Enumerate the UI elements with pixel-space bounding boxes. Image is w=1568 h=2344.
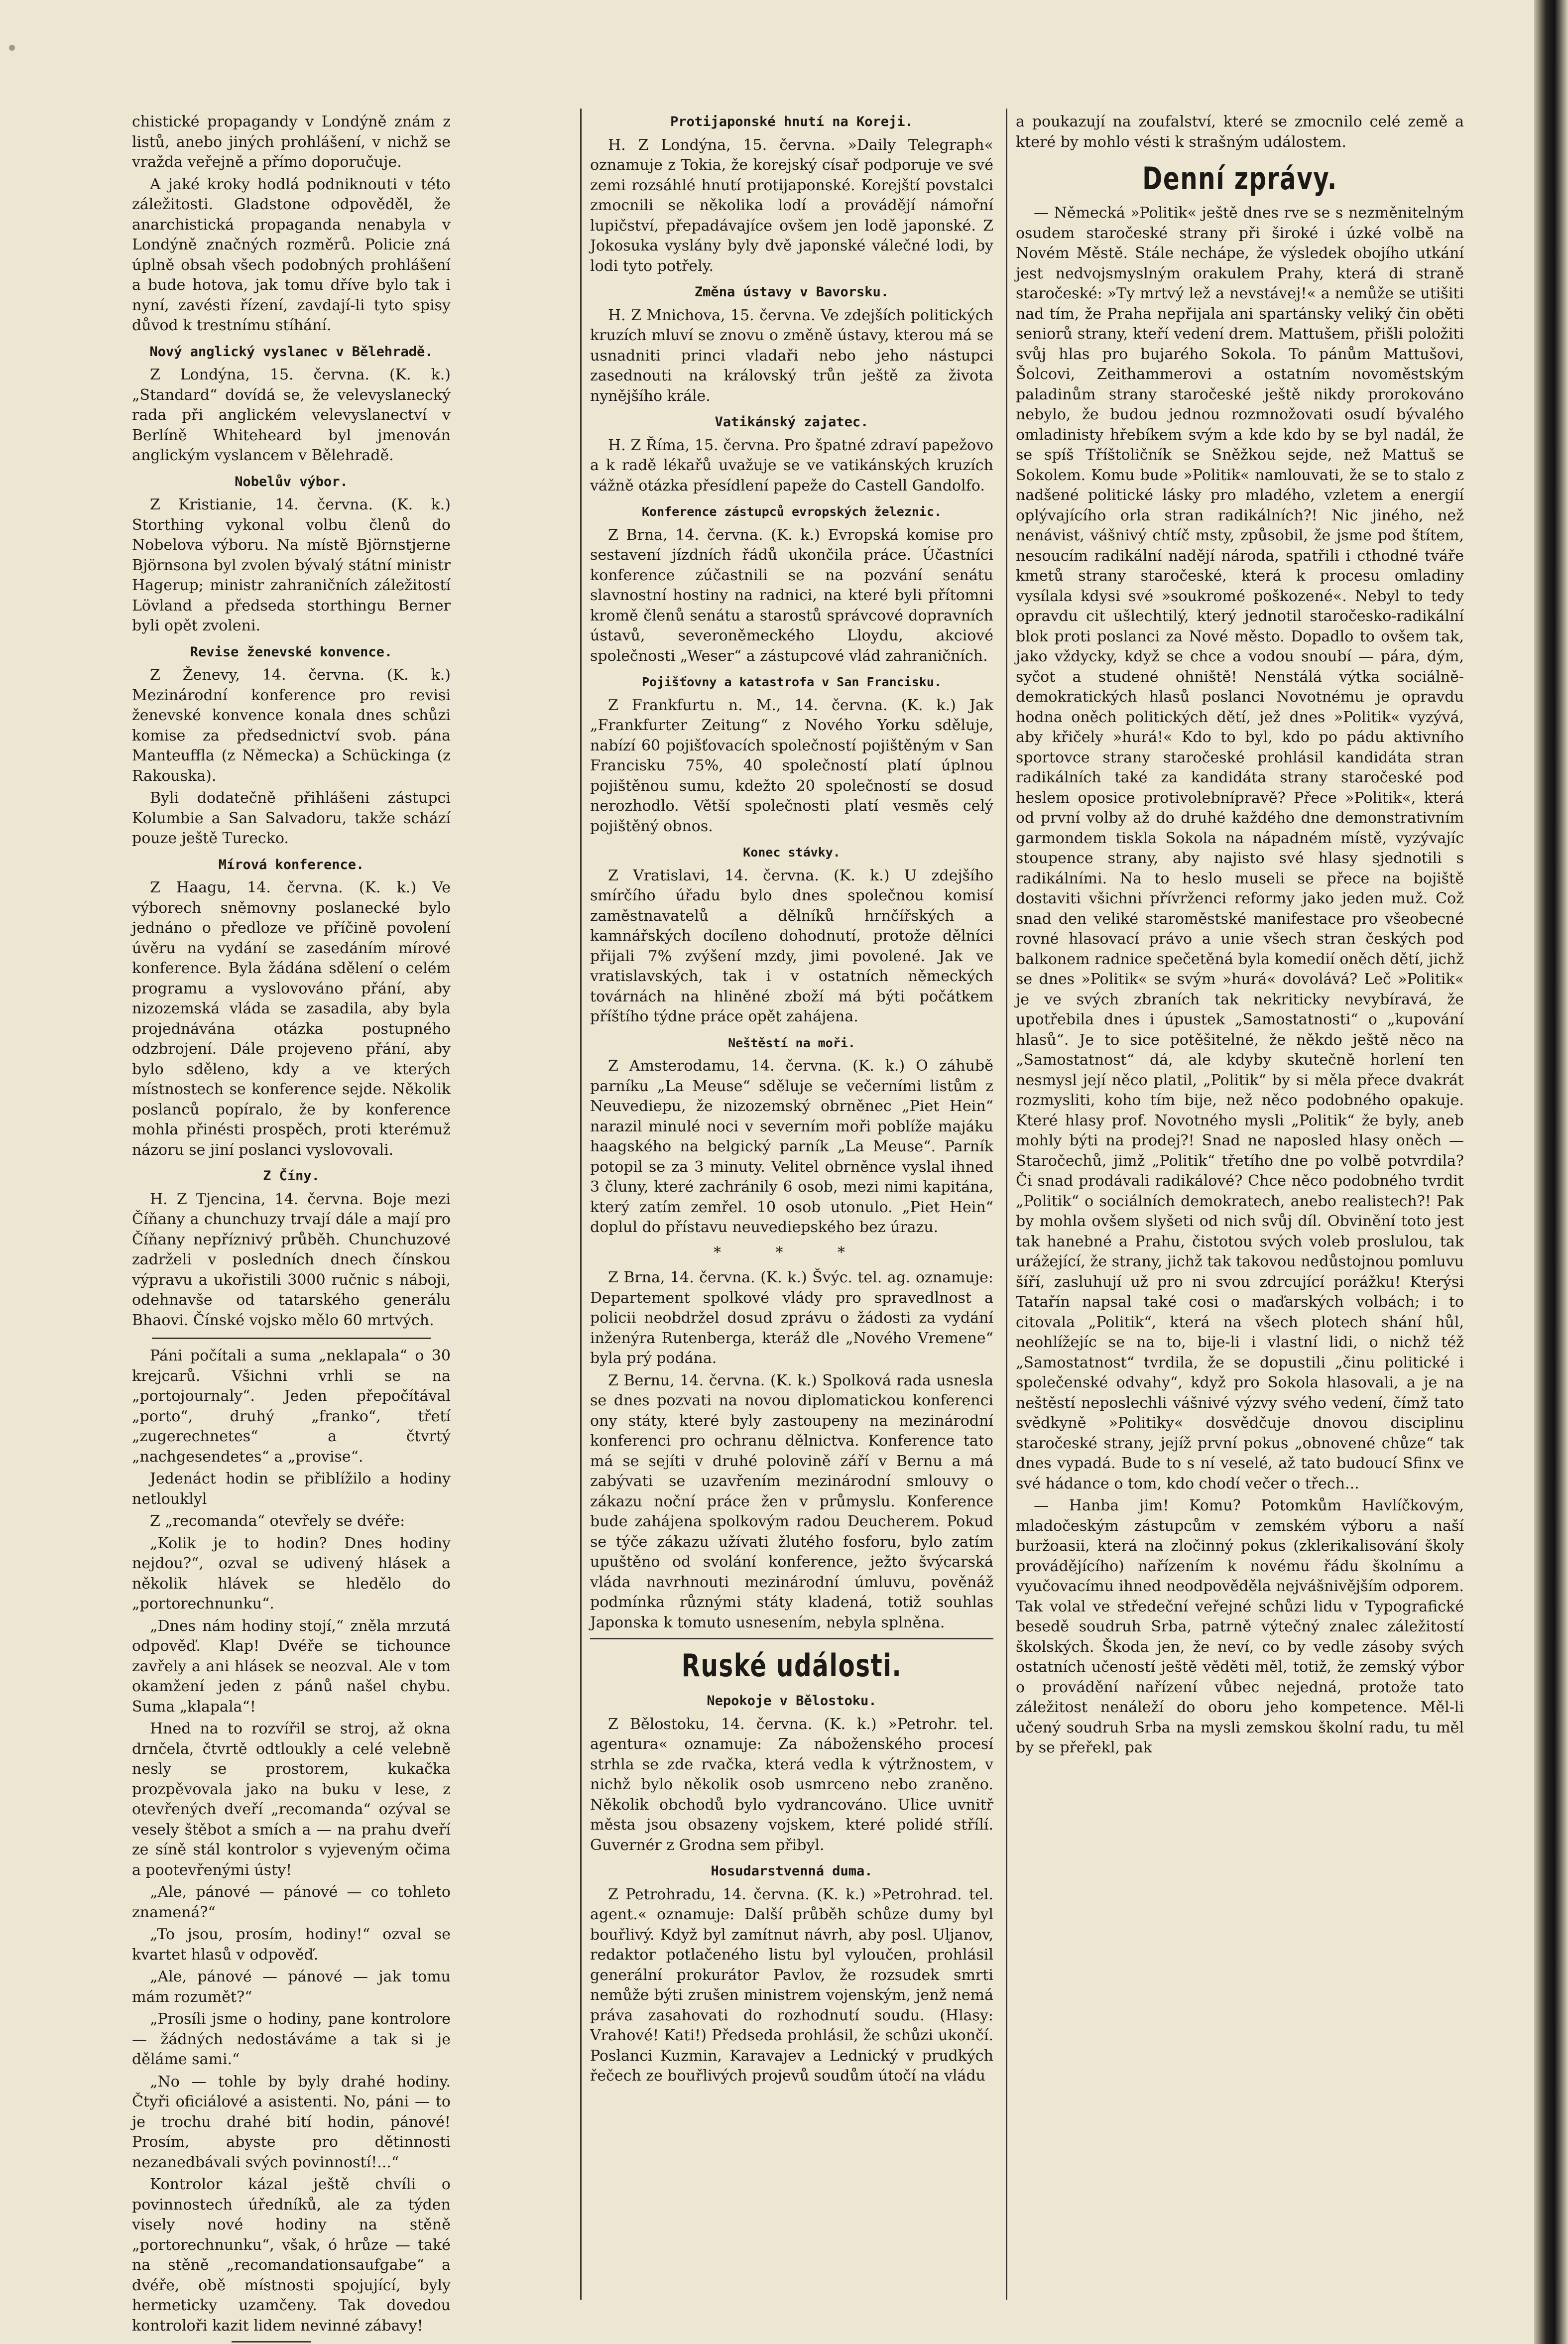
article-paragraph: Z Amsterodamu, 14. června. (K. k.) O záhubě parníku „La Meuse“ sděluje se večerními listům z Neuvediepu, že nizozemský obrněnec „Piet Hein“ narazil minulé noci v severním moři poblíže majáku haagského na belgický parník „La Meuse“. Parník potopil se za 3 minuty. Velitel obrněnce vyslal ihned 3 čluny, které zachránily 6 osob, mezi nimi kapitána, který zatím zemřel. 10 osob utonulo. „Piet Hein“ doplul do přístavu neuvediepského bez úrazu.: [590, 1057, 993, 1236]
article-paragraph: Z Bernu, 14. června. (K. k.) Spolková rada usnesla se dnes pozvati na novou diplomatickou konferenci ony státy, které byly zastoupeny na mezinárodní konferenci pro ochranu dělnictva. Konference tato má se sejíti v druhé polovině září v Bernu a má zabývati se uzavřením mezinárodní smlouvy o zákazu noční práce žen v průmyslu. Konference bude zahájena spolkovým radou Deucherem. Pokud se týče zákazu užívati žlutého fosforu, bylo zatím upuštěno od svolání konference, ježto švýcarská vláda navrhnouti mezinárodní úmluvu, pověnáž podmínka různými státy kladená, totiž souhlas Japonska k tomuto usnesením, nebyla splněna.: [590, 1371, 993, 1631]
asterism: * * *: [713, 1243, 870, 1261]
scan-speck: [9, 45, 15, 51]
feuilleton-paragraph: „Kolik je to hodin? Dnes hodiny nejdou?“, ozval se udivený hlásek a několik hlávek se hledělo do „portorechnunku“.: [132, 1534, 451, 1612]
feuilleton-paragraph: „No — tohle by byly drahé hodiny. Čtyři oficiálové a asistenti. No, páni — to je trochu drahé bití hodin, pánové! Prosím, abyste pro dětinnosti nezanedbávali svých povinností!...“: [132, 2073, 451, 2171]
article-continuation: a poukazují na zoufalství, které se zmocnilo celé země a které by mohlo vésti k strašným událostem.: [1016, 113, 1464, 151]
column-rule: [580, 109, 582, 2300]
section-heading: Protijaponské hnutí na Koreji.: [670, 114, 913, 129]
article-paragraph: H. Z Londýna, 15. června. »Daily Telegraph« oznamuje z Tokia, že korejský císař podporuje ve své zemi rozsáhlé hnutí protijaponské. Korejští povstalci zmocnili se několika lodí a provádějí námořní lupičství, přepadávajíce ovšem jen lodě japonské. Z Jokosuka vyslány byly dvě japonské válečné lodi, by lodi tyto potřely.: [590, 136, 993, 275]
article-paragraph: Z Vratislavi, 14. června. (K. k.) U zdejšího smírčího úřadu bylo dnes společnou komisí zaměstnavatelů a dělníků hrnčířských a kamnářských docíleno dohodnutí, protože dělníci přijali 7% zvýšení mzdy, jimi povolené. Jak ve vratislavských, tak i v ostatních německých továrnách na hliněné zboží má býti počátkem příštího týdne práce opět zahájena.: [590, 866, 993, 1025]
article-paragraph: Z Petrohradu, 14. června. (K. k.) »Petrohrad. tel. agent.« oznamuje: Další průběh schůze dumy byl bouřlivý. Když byl zamítnut návrh, aby posl. Uljanov, redaktor potlačeného listu byl vyloučen, prohlásil generální prokurátor Pavlov, že rozsudek smrti nemůže býti zrušen ministrem vojenským, jenž nemá práva zasahovati do rozhodnutí soudu. (Hlasy: Vrahové! Kati!) Předseda prohlásil, že schůzi ukončí. Poslanci Kuzmin, Karavajev a Lednický v prudkých řečech ze bouřlivých projevů soudům útočí na vládu: [590, 1885, 993, 2085]
feuilleton-paragraph: „Prosíli jsme o hodiny, pane kontrolore — žádných nedostáváme a tak si je děláme sami.“: [132, 2010, 451, 2068]
news-paragraph: — Německá »Politik« ještě dnes rve se s nezměnitelným osudem staročeské strany při široké i úzké volbě na Novém Městě. Stále nechápe, že výsledek obojího utkání jest nedvojsmyslným orakulem Prahy, která di straně staročeské: »Ty mrtvý lež a nevstávej!« a nemůže se utišiti nad tím, že Praha nepřijala ani spartánsky veliký čin oběti seniorů strany, kteří vedení drem. Mattušem, přišli položiti svůj hlas pro bujarého Sokola. To pánům Mattušovi, Šolcovi, Zeithammerovi a ostatním novoměstským paladinům strany staročeské ještě nikdy prorokováno nebylo, že budou jednou rozmnožovati osudí bývalého omladinisty hřebíkem svým a kde kdo by se byl nadál, že se spíš Tříštoličník se Sněžkou sejde, než Mattuš se Sokolem. Komu bude »Politik« namlouvati, že se to stalo z nadšené politické lásky pro mladého, vzletem a energií oplývajícího orla stran radikálních?! Nic jiného, než nenávist, vášnivý chtíč msty, způsobil, že jsme pod štítem, nesoucím radikální nadějí národa, spatřili i cthodné tváře kmetů strany staročeské, která k procesu omladiny vysílala kdysi své »soukromé poškozené«. Nebyl to tedy opravdu cit ušlechtilý, který jednotil staročesko-radikální blok proti poslanci za Nové město. Dopadlo to ovšem tak, jako vždycky, když se chce a vodou snoubí — pára, dým, syčot a studené ohniště! Nenstálá výtka sociálně-demokratických hlasů poslanci Novotnému je opravdu hodna oněch politických dětí, jež dnes »Politik« vyzývá, aby křičely »hurá!« Kdo to byl, kdo po pádu aktivního sportovce strany staročeské prohlásil kandidáta stran radikálních také za kandidáta strany staročeské pod heslem oposice protivolebnípravě? Přece »Politik«, která od první volby až do druhé každého dne demonstrativním garmondem tiskla Sokola na nápadném místě, vyzývajíc stoupence strany, aby najisto své hlasy sjednotili s radikálními. Na to heslo museli se přece na bojiště dostaviti všichni přívrženci reformy jako jeden muž. Což snad den veliké staroměstské manifestace pro všeobecné rovné hlasovací právo a unie všech stran českých pod balkonem radnice spečetěná byla komedií oněch dětí, jichž se dnes »Politik« se svým »hurá« dovolává? Leč »Politik« je ve svých zbraních tak nekriticky nevybíravá, že upotřebila dnes i úpustek „Samostatnosti“ o „kupování hlasů“. Je to sice potěšitelné, že někdo ještě něco na „Samostatnost“ dá, ale kdyby skutečně horlení ten nesmysl její něco platil, „Politik“ by si měla přece dvakrát rozmysliti, koho tím bije, než něco podobného opakuje. Které hlasy prof. Novotného mysli „Politik“ že byly, aneb mohly býti na prodej?! Snad ne naposled hlasy oněch — Staročechů, jimž „Politik“ třetího dne po volbě potvrdila? Či snad prodávali radikálové? Chce něco podobného tvrdit „Politik“ o sociálních demokratech, anebo realistech?! Pak by mohla ovšem slyšeti od nich svůj díl. Obvinění toto jest tak hanebné a Prahu, čistotou svých voleb proslulou, tak urážející, že strany, jichž tak takovou nedůstojnou pomluvu šíří, zasluhují už pro ni svou zdrcující porážku! Kterýsi Tatařín napsal také cosi o maďarských volbách; i to citovala „Politik“, která na všech plotech shání hůl, neohlížejíc se na to, bije-li i vlastní lidi, o nichž též „Samostatnost“ tvrdila, že se dopustili „činu politické i společenské odvahy“, když pro Sokola hlasovali, a je na neštěstí neposlechli vášnivé výzvy svého vedení, čímž tato svědkyně »Politiky« dosvědčuje dnovou disciplinu staročeské strany, jejíž první pokus „obnovené chůze“ tak dnes vypadá. Bude to s ní veselé, až tato budoucí Sfinx ve své hádance o tom, kdo chodí večer o třech...: [1016, 204, 1464, 1492]
article-paragraph: Z Brna, 14. června. (K. k.) Evropská komise pro sestavení jízdních řádů ukončila práce. Účastníci konference zúčastnili se na pozvání senátu slavnostní hostiny na radnici, na které byli přítomni kromě členů senátu a starostů správcové dopravních ústavů, severoněmeckého Lloydu, akciové společnosti „Weser“ a zástupcové vlád zahraničních.: [590, 526, 993, 665]
article-paragraph: Z Ženevy, 14. června. (K. k.) Mezinárodní konference pro revisi ženevské konvence konala dnes schůzi komise za předsednictví svob. pána Manteuffla (z Německa) a Schückinga (z Rakouska).: [132, 666, 451, 785]
article-paragraph: Z Kristianie, 14. června. (K. k.) Storthing vykonal volbu členů do Nobelova výboru. Na místě Björnstjerne Björnsona byl zvolen bývalý státní ministr Hagerup; ministr zahraničních záležitostí Lövland a předseda storthingu Berner byli opět zvoleni.: [132, 496, 451, 634]
feuilleton-divider: [152, 1338, 431, 1339]
end-rule: [232, 2341, 311, 2343]
article-paragraph: Z Londýna, 15. června. (K. k.) „Standard“ dovídá se, že velevyslanecký rada při anglickém velevyslanectví v Berlíně Whiteheard byl jmenován anglickým vyslancem v Bělehradě.: [132, 366, 451, 464]
section-heading: Neštěstí na moři.: [728, 1035, 855, 1050]
feuilleton-paragraph: Páni počítali a suma „neklapala“ o 30 krejcarů. Všichni vrhli se na „portojournaly“. Jeden přepočítával „porto“, druhý „franko“, třetí „zugerechnetes“ a čtvrtý „nachgesendetes“ a „provise“.: [132, 1347, 451, 1466]
article-paragraph: Z Brna, 14. června. (K. k.) Švýc. tel. ag. oznamuje: Departement spolkové vlády pro spravedlnost a policii neobdržel dosud zprávu o žádosti za vydání inženýra Rutenberga, kteráž dle „Nového Vremene“ byla prý podána.: [590, 1269, 993, 1367]
section-heading: Změna ústavy v Bavorsku.: [694, 284, 889, 300]
feuilleton-paragraph: „Ale, pánové — pánové — co tohleto znamená?“: [132, 1883, 451, 1921]
article-paragraph: H. Z Říma, 15. června. Pro špatné zdraví papežovo a k radě lékařů uvažuje se ve vatikánských kruzích vážně otázka přesídlení papeže do Castell Gandolfo.: [590, 436, 993, 494]
section-heading: Vatikánský zajatec.: [715, 414, 869, 430]
section-heading: Konec stávky.: [743, 845, 841, 860]
section-heading: Nepokoje v Bělostoku.: [707, 1693, 877, 1709]
article-paragraph: Z Haagu, 14. června. (K. k.) Ve výborech sněmovny poslanecké bylo jednáno o předloze ve příčině povolení úvěru na vydání se zasedáním mírové konference. Byla žádána sdělení o celém programu a vyslovováno přání, aby nizozemská vláda se zasadila, aby byla projednávána otázka postupného odzbrojení. Dále projeveno přání, aby bylo sděleno, kdy a ve kterých místnostech se konference sejde. Několik poslanců popíralo, že by konference mohla přinésti prospěch, proti kterémuž názoru se jiní poslanci vyslovovali.: [132, 879, 451, 1159]
news-paragraph: — Hanba jim! Komu? Potomkům Havlíčkovým, mladočeským zástupcům v zemském výboru a naší buržoasii, která na zločinný pokus (zklerikalisování školy provádějícího) nařízením k novému řádu školnímu a vyučovacímu ihned neodpověděla nejvášnivějším odporem. Tak volal ve středeční veřejné schůzi lidu v Typografické besedě soudruh Srba, patrně výtečný znalec záležitostí školských. Škoda jen, že neví, co by vedle zásoby svých ostatních učeností ještě věděti měl, totiž, že zemský výbor o provádění nařízení vůbec nejedná, protože tato záležitost nenáleží do oboru jeho kompetence. Měl-li učený soudruh Srba na mysli zemskou školní radu, tu měl by se přeřekl, pak: [1016, 1497, 1464, 1756]
page-binding-edge: [1534, 0, 1568, 2344]
section-heading: Mírová konference.: [218, 857, 364, 872]
article-paragraph: Z Frankfurtu n. M., 14. června. (K. k.) Jak „Frankfurter Zeitung“ z Nového Yorku sděluje, nabízí 60 pojišťovacích společností pojištěným v San Francisku 75%, 40 společností platí úplnou pojištěnou sumu, kdežto 20 společností se dosud nerozhodlo. Větší společnosti platí vesměs celý pojištěný obnos.: [590, 696, 993, 835]
section-heading: Konference zástupců evropských železnic.: [641, 504, 942, 519]
article-paragraph: A jaké kroky hodlá podniknouti v této záležitosti. Gladstone odpověděl, že anarchistická propaganda nenabyla v Londýně značných rozměrů. Policie zná úplně obsah všech podobných prohlášení a bude hotova, jak tomu dříve bylo tak i nyní, zavésti řízení, zavdají-li tyto spisy důvod k trestnímu stíhání.: [132, 175, 451, 334]
column-rule: [1006, 109, 1007, 2300]
section-heading: Nobelův výbor.: [235, 474, 348, 490]
feuilleton-paragraph: Jedenáct hodin se přiblížilo a hodiny netlouklyl: [132, 1470, 451, 1508]
section-heading: Revise ženevské konvence.: [190, 644, 393, 660]
section-heading: Nový anglický vyslanec v Bělehradě.: [149, 344, 433, 360]
column-1: [132, 112, 451, 2335]
article-paragraph: Z Bělostoku, 14. června. (K. k.) »Petrohr. tel. agentura« oznamuje: Za náboženského procesí strhla se zde rvačka, která vedla k výtržnostem, v nichž bylo několik osob usmrceno nebo zraněno. Několik obchodů bylo vydrancováno. Ulice uvnitř města jsou obsazeny vojskem, které polidé střílí. Guvernér z Grodna sem přibyl.: [590, 1715, 993, 1854]
feuilleton-paragraph: Z „recomanda“ otevřely se dvéře:: [150, 1512, 405, 1530]
feuilleton-paragraph: „Dnes nám hodiny stojí,“ zněla mrzutá odpověď. Klap! Dvéře se tichounce zavřely a ani hlásek se neozval. Ale v tom okamžení jeden z pánů našel chybu. Suma „klapala“!: [132, 1617, 451, 1716]
section-heading: Z Číny.: [263, 1168, 320, 1184]
section-heading: Hosudarstvenná duma.: [711, 1863, 873, 1879]
feuilleton-paragraph: „To jsou, prosím, hodiny!“ ozval se kvartet hlasů v odpověď.: [132, 1926, 451, 1964]
article-continuation: chistické propagandy v Londýně znám z listů, anebo jiných prohlášení, v nichž se vražda veřejně a přímo doporučuje.: [132, 113, 451, 171]
ruske-udalosti-heading: Ruské události.: [681, 1647, 902, 1684]
article-paragraph: H. Z Mnichova, 15. června. Ve zdejších politických kruzích mluví se znovu o změně ústavy, kterou má se usnadniti princi vladaři nebo jeho nástupci zasednouti na královský trůn ještě za života nynějšího krále.: [590, 306, 993, 405]
article-paragraph: H. Z Tjencina, 14. června. Boje mezi Číňany a chunchuzy trvají dále a mají pro Číňany nepříznivý průběh. Chunchuzové zadrželi v posledních dnech čínskou výpravu a ukořistili 3000 ručnic s náboji, odehnavše od tatarského generálu Bhaovi. Čínské vojsko mělo 60 mrtvých.: [132, 1190, 451, 1329]
column-2: [590, 112, 993, 2288]
section-heading: Pojišťovny a katastrofa v San Francisku.: [641, 675, 942, 689]
feuilleton-paragraph: „Ale, pánové — pánové — jak tomu mám rozumět?“: [132, 1968, 451, 2006]
feuilleton-paragraph: Kontrolor kázal ještě chvíli o povinnostech úředníků, ale za týden visely nové hodiny na stěně „portorechnunku“, však, ó hrůze — také na stěně „recomandationsaufgabe“ a dvéře, obě místnosti spojující, byly hermeticky uzamčeny. Tak dovedou kontroloři kazit lidem nevinné zábavy!: [132, 2176, 451, 2335]
feuilleton-paragraph: Hned na to rozvířil se stroj, až okna drnčela, čtvrtě odtloukly a celé velebně nesly se prostorem, kukačka prozpěvovala jako na buku v lese, z otevřených dveří „recomanda“ ozýval se vesely štěbot a smích a — na prahu dveří ze síně stál kontrolor s vyjeveným očima a pootevřenými ústy!: [132, 1720, 451, 1879]
denni-zpravy-heading: Denní zprávy.: [1142, 160, 1337, 197]
column-3: [1016, 112, 1464, 2288]
section-divider: [590, 1638, 993, 1639]
article-paragraph: Byli dodatečně přihlášeni zástupci Kolumbie a San Salvadoru, takže schází pouze ještě Turecko.: [132, 789, 451, 847]
